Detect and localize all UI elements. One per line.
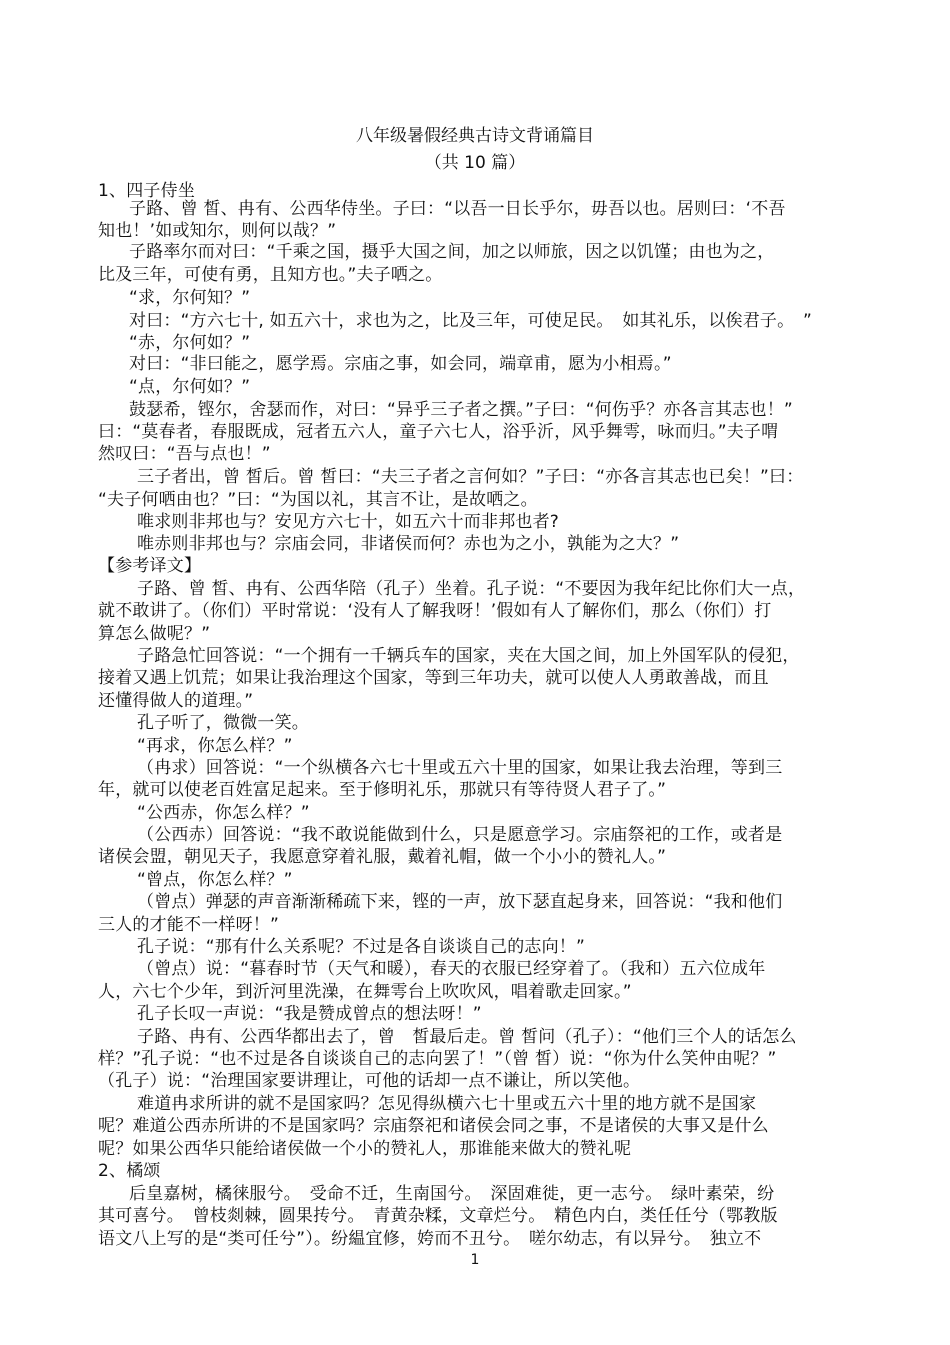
text-line: 语文八上写的是“类可任兮”）。纷緼宜修，姱而不丑兮。 嗟尔幼志，有以异兮。 独立不 xyxy=(98,1229,762,1249)
text-line: 唯赤则非邦也与？宗庙会同，非诸侯而何？赤也为之小，孰能为之大？” xyxy=(137,534,680,554)
text-line: 子路、冉有、公西华都出去了，曾 皙最后走。曾 皙问（孔子）：“他们三个人的话怎么 xyxy=(137,1027,797,1047)
text-line: 呢？如果公西华只能给诸侯做一个小的赞礼人，那谁能来做大的赞礼呢 xyxy=(98,1139,632,1159)
text-line: 算怎么做呢？” xyxy=(98,624,211,644)
document-title: 八年级暑假经典古诗文背诵篇目 xyxy=(356,126,594,146)
text-line: “再求，你怎么样？” xyxy=(137,736,293,756)
text-line: 鼓瑟希，铿尔，舍瑟而作，对曰：“异乎三子者之撰。”子曰：“何伤乎？亦各言其志也！” xyxy=(129,400,793,420)
text-line: 知也！’如或知尔，则何以哉？” xyxy=(98,221,337,241)
text-line: 曰：“莫春者，春服既成，冠者五六人，童子六七人，浴乎沂，风乎舞雩，咏而归。”夫子喟 xyxy=(98,422,779,442)
section-heading-translation: 【参考译文】 xyxy=(98,556,202,576)
text-line: 孔子听了，微微一笑。 xyxy=(137,713,309,733)
text-line: （曾点）弹瑟的声音渐渐稀疏下来，铿的一声，放下瑟直起身来，回答说：“我和他们 xyxy=(137,892,783,912)
text-line: “求，尔何知？” xyxy=(129,288,251,308)
text-line: 对曰：“方六七十, 如五六十，求也为之，比及三年，可使足民。 如其礼乐，以俟君子。 ” xyxy=(129,311,813,331)
text-line: 子路、曾 皙、冉有、公西华陪（孔子）坐着。孔子说：“不要因为我年纪比你们大一点， xyxy=(137,579,806,599)
text-line: 三人的才能不一样呀！” xyxy=(98,915,280,935)
document-subtitle: （共 10 篇） xyxy=(424,153,526,173)
page-number: 1 xyxy=(470,1252,480,1268)
text-line: 难道冉求所讲的就不是国家吗？怎见得纵横六七十里或五六十里的地方就不是国家 xyxy=(137,1094,757,1114)
text-line: 三子者出，曾 皙后。曾 皙曰：“夫三子者之言何如？”子曰：“亦各言其志也已矣！”曰： xyxy=(137,467,804,487)
text-line: 呢？难道公西赤所讲的不是国家吗？宗庙祭祀和诸侯会同之事，不是诸侯的大事又是什么 xyxy=(98,1116,769,1136)
text-line: “赤，尔何如？” xyxy=(129,333,251,353)
text-line: （公西赤）回答说：“我不敢说能做到什么，只是愿意学习。宗庙祭祀的工作，或者是 xyxy=(137,825,783,845)
text-line: 就不敢讲了。（你们）平时常说：‘没有人了解我呀！’假如有人了解你们，那么（你们）打 xyxy=(98,601,772,621)
text-line: （冉求）回答说：“一个纵横各六七十里或五六十里的国家，如果让我去治理，等到三 xyxy=(137,758,783,778)
text-line: 子路急忙回答说：“一个拥有一千辆兵车的国家，夹在大国之间，加上外国军队的侵犯， xyxy=(137,646,800,666)
text-line: “曾点，你怎么样？” xyxy=(137,870,293,890)
text-line: 年，就可以使老百姓富足起来。至于修明礼乐，那就只有等待贤人君子了。” xyxy=(98,780,667,800)
text-line: “点，尔何如？” xyxy=(129,377,251,397)
text-line: 子路、曾 皙、冉有、公西华侍坐。子曰：“以吾一日长乎尔，毋吾以也。居则曰：‘不吾 xyxy=(129,199,786,219)
text-line: “夫子何哂由也？”曰：“为国以礼，其言不让，是故哂之。 xyxy=(98,490,538,510)
text-line: 唯求则非邦也与？安见方六七十，如五六十而非邦也者? xyxy=(137,512,560,532)
text-line: 孔子说：“那有什么关系呢？不过是各自谈谈自己的志向！” xyxy=(137,937,586,957)
text-line: 其可喜兮。 曾枝剡棘，圆果抟兮。 青黄杂糅，文章烂兮。 精色内白，类任任兮（鄂教版 xyxy=(98,1206,778,1226)
text-line: 接着又遇上饥荒；如果让我治理这个国家，等到三年功夫，就可以使人人勇敢善战，而且 xyxy=(98,668,769,688)
text-line: 孔子长叹一声说：“我是赞成曾点的想法呀！” xyxy=(137,1004,482,1024)
text-line: （孔子）说：“治理国家要讲理让，可他的话却一点不谦让，所以笑他。 xyxy=(98,1071,641,1091)
text-line: 对曰：“非曰能之，愿学焉。宗庙之事，如会同，端章甫，愿为小相焉。” xyxy=(129,354,672,374)
text-line: 然叹曰：“吾与点也！” xyxy=(98,444,271,464)
text-line: 人，六七个少年，到沂河里洗澡，在舞雩台上吹吹风，唱着歌走回家。” xyxy=(98,982,632,1002)
text-line: 诸侯会盟，朝见天子，我愿意穿着礼服，戴着礼帽，做一个小小的赞礼人。” xyxy=(98,847,667,867)
text-line: 子路率尔而对曰：“千乘之国，摄乎大国之间，加之以师旅，因之以饥馑；由也为之， xyxy=(129,242,775,262)
section-heading-1: 1、四子侍坐 xyxy=(98,181,196,201)
text-line: 比及三年，可使有勇，且知方也。”夫子哂之。 xyxy=(98,265,443,285)
text-line: （曾点）说：“暮春时节（天气和暖），春天的衣服已经穿着了。（我和）五六位成年 xyxy=(137,959,766,979)
text-line: 还懂得做人的道理。” xyxy=(98,691,254,711)
text-line: “公西赤，你怎么样？” xyxy=(137,803,310,823)
text-line: 样？”孔子说：“也不过是各自谈谈自己的志向罢了！”（曾 皙）说：“你为什么笑仲由呢？” xyxy=(98,1049,777,1069)
section-heading-2: 2、橘颂 xyxy=(98,1161,161,1181)
text-line: 后皇嘉树，橘徕服兮。 受命不迁，生南国兮。 深固难徙，更一志兮。 绿叶素荣，纷 xyxy=(129,1184,775,1204)
